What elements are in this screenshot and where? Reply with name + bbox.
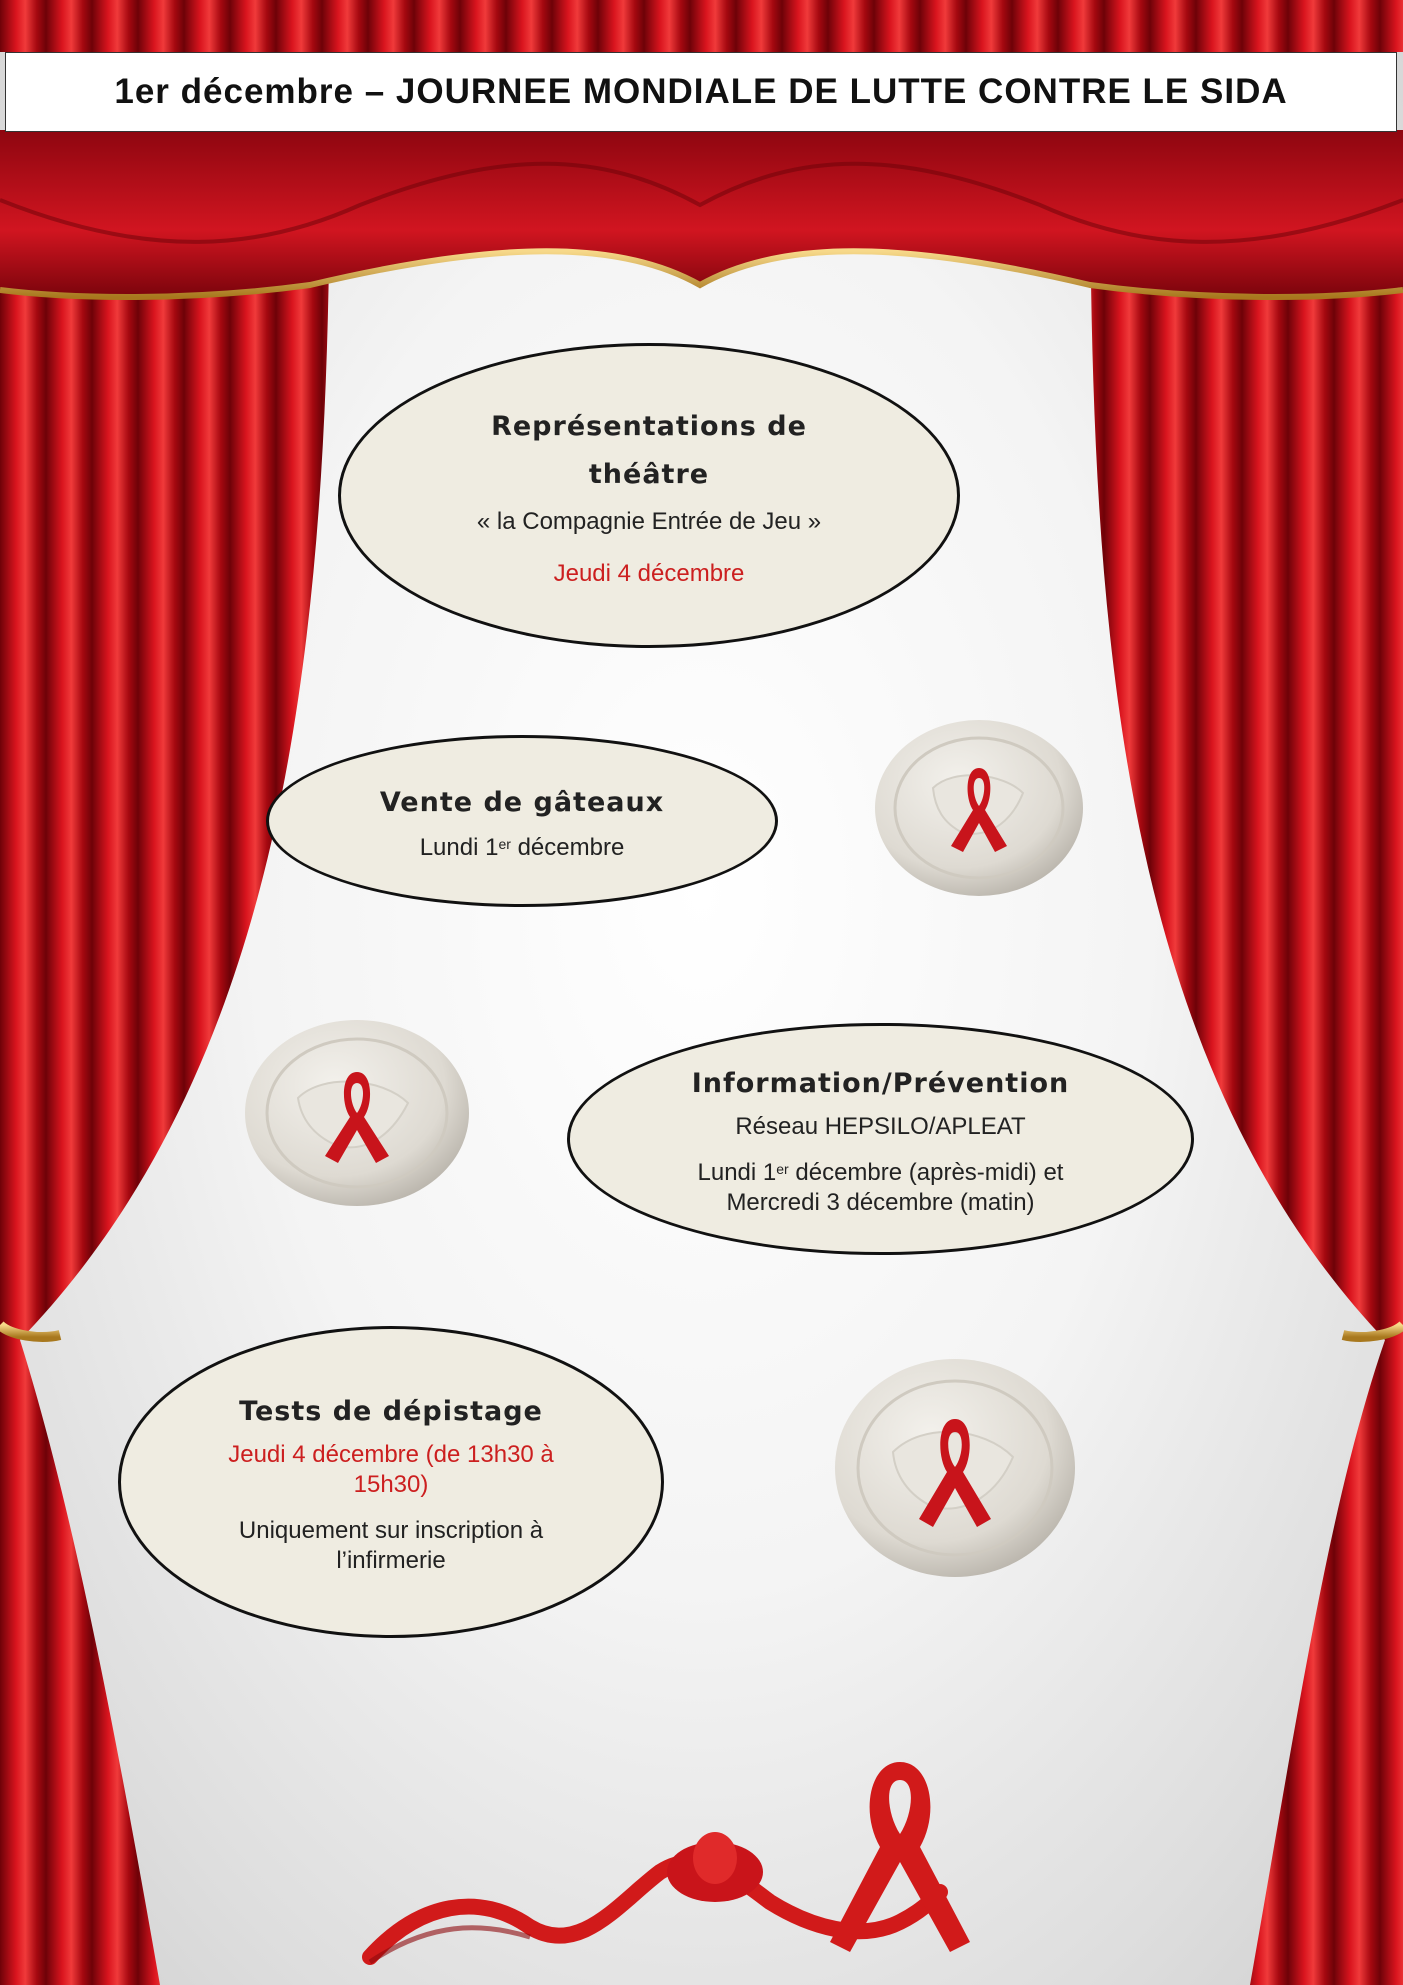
event-theatre-date: Jeudi 4 décembre xyxy=(553,559,745,587)
event-screening-title: Tests de dépistage xyxy=(239,1396,543,1427)
event-information-title: Information/Prévention xyxy=(691,1068,1070,1099)
red-ribbon-badge-icon xyxy=(833,1357,1078,1579)
event-cake-sale-date: Lundi 1er décembre xyxy=(419,834,625,861)
event-information-dates: Lundi 1er décembre (après-midi) et Mercredi 3 décembre (matin) xyxy=(697,1159,1064,1216)
event-screening xyxy=(118,1326,664,1638)
event-screening-date: Jeudi 4 décembre (de 13h30 à 15h30) xyxy=(228,1441,554,1498)
page-title: 1er décembre – JOURNEE MONDIALE DE LUTTE CONTRE LE SIDA xyxy=(114,72,1288,111)
event-cake-sale xyxy=(266,735,778,907)
event-screening-note: Uniquement sur inscription à l’infirmerie xyxy=(238,1517,544,1574)
header-banner xyxy=(5,52,1397,132)
event-information-org: Réseau HEPSILO/APLEAT xyxy=(735,1113,1026,1140)
event-information xyxy=(567,1023,1194,1255)
red-ribbon-icon xyxy=(360,1752,1060,1977)
red-ribbon-badge-icon xyxy=(873,718,1085,898)
event-cake-sale-title: Vente de gâteaux xyxy=(379,787,665,818)
event-theatre-title: Représentations de théâtre xyxy=(491,410,807,490)
red-ribbon-badge-icon xyxy=(243,1018,471,1208)
event-theatre-company: « la Compagnie Entrée de Jeu » xyxy=(476,507,822,535)
event-theatre xyxy=(338,343,960,648)
